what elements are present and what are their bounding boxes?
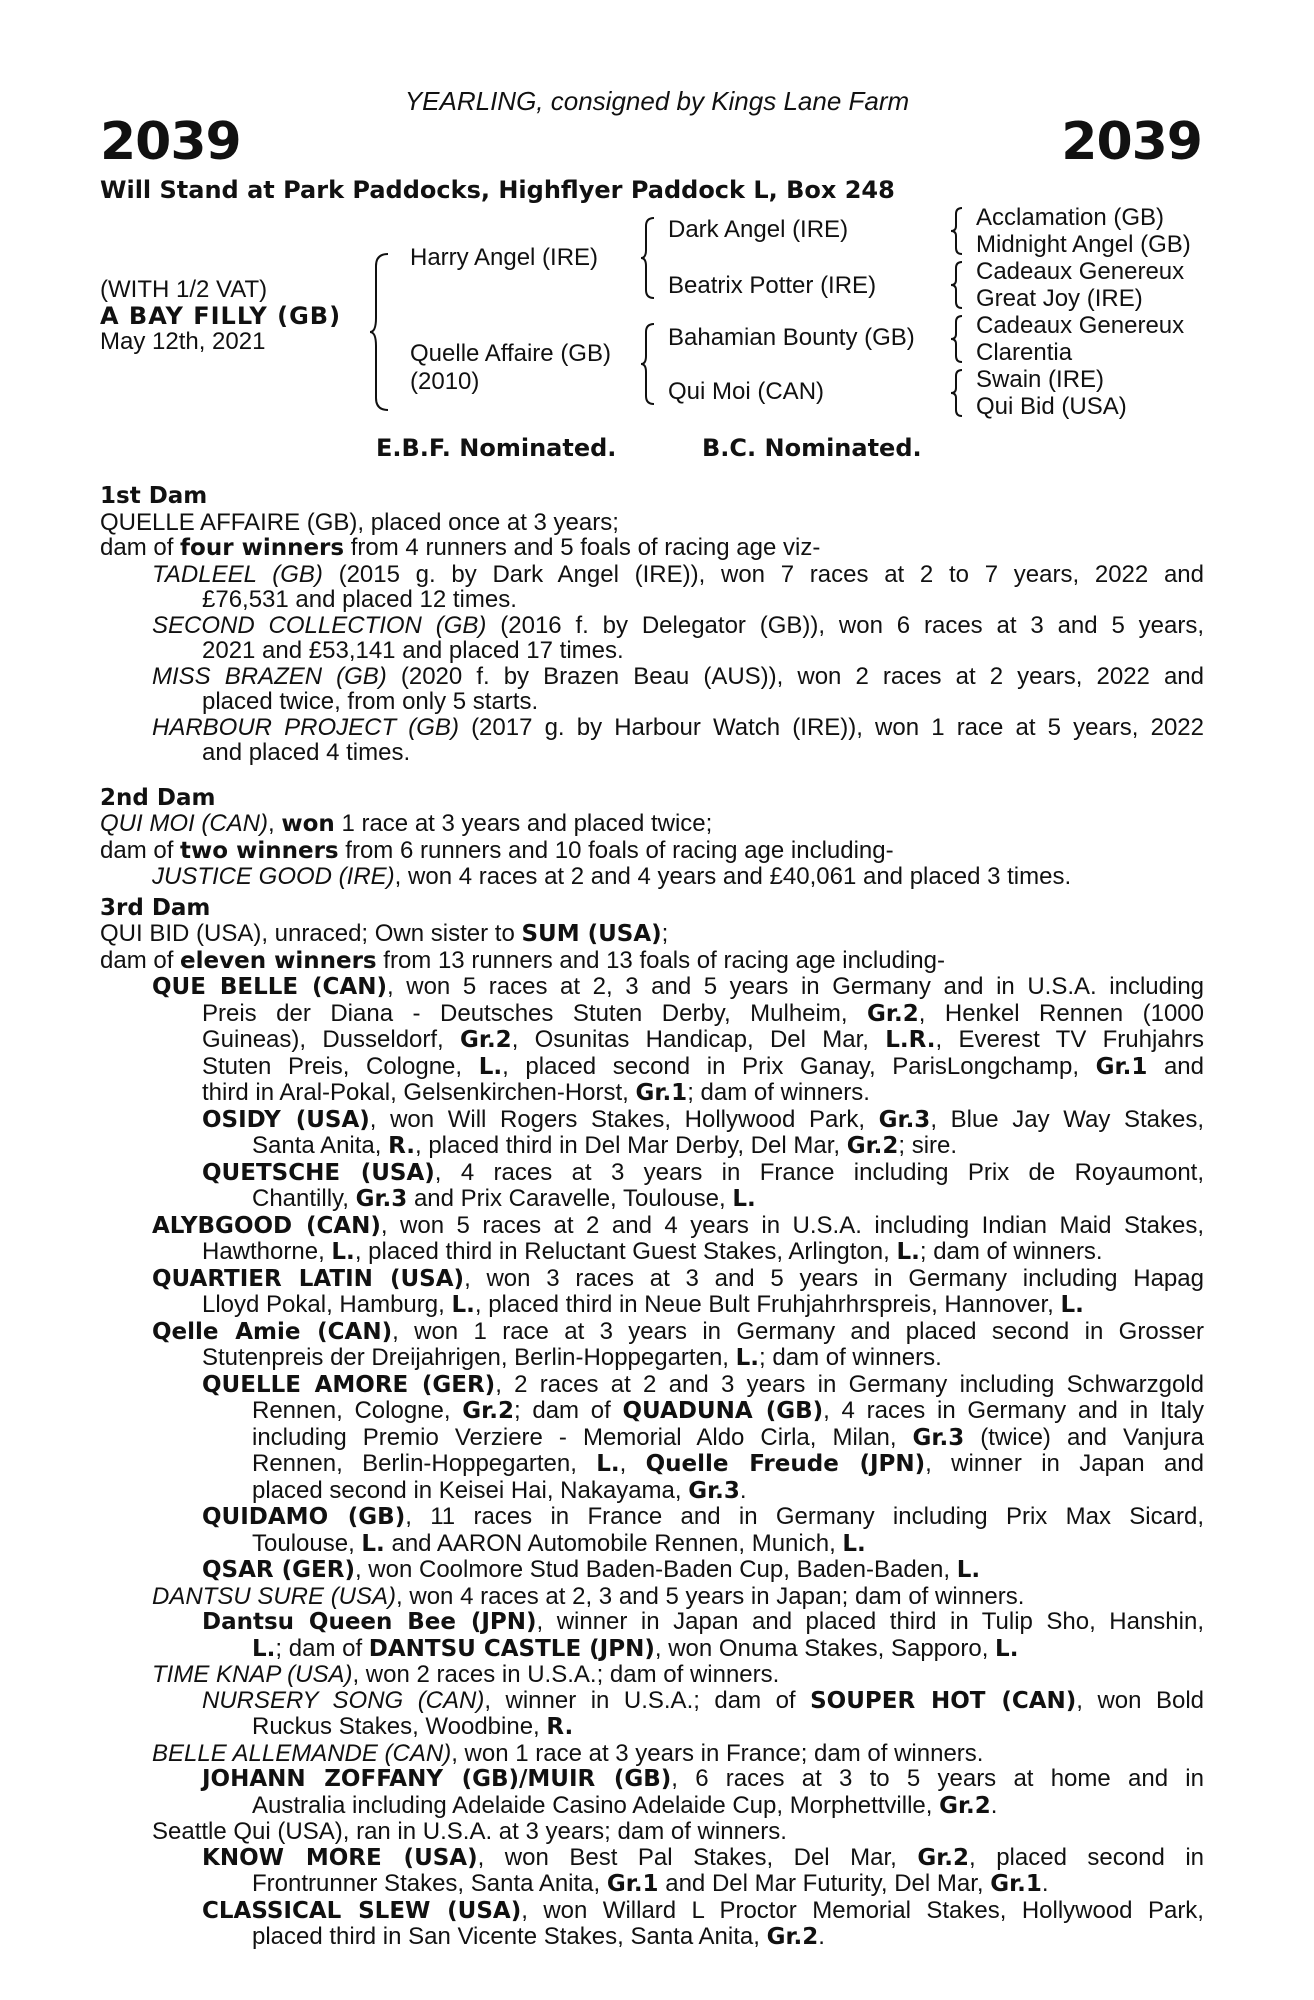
third-dam-heading: 3rd Dam — [100, 894, 211, 921]
third-dam-line: QUI BID (USA), unraced; Own sister to SUM (USA); — [100, 920, 669, 947]
gen4-acclamation: Acclamation (GB) — [976, 204, 1165, 231]
offspring-harbour-project: HARBOUR PROJECT (GB) (2017 g. by Harbour Watch (IRE)), won 1 race at 5 years, 2022 — [152, 713, 1204, 741]
entry-nursery-song-2: Ruckus Stakes, Woodbine, R. — [252, 1713, 574, 1740]
entry-qelle-amie: Qelle Amie (CAN), won 1 race at 3 years in Germany and placed second in Grosser — [152, 1317, 1205, 1345]
entry-classical-slew: CLASSICAL SLEW (USA), won Willard L Proctor Memorial Stakes, Hollywood Park, — [202, 1896, 1204, 1924]
consignor-subtitle: YEARLING, consigned by Kings Lane Farm — [404, 86, 910, 116]
offspring-tadleel-cont: £76,531 and placed 12 times. — [202, 586, 517, 613]
gen4-brace-2 — [950, 260, 964, 310]
entry-osidy: OSIDY (USA), won Will Rogers Stakes, Hollywood Park, Gr.3, Blue Jay Way Stakes, — [202, 1105, 1204, 1133]
dam-year: (2010) — [410, 368, 480, 395]
offspring-tadleel: TADLEEL (GB) (2015 g. by Dark Angel (IRE)), won 7 races at 2 to 7 years, 2022 and — [152, 560, 1204, 588]
dam-parents-brace — [640, 322, 656, 406]
horse-name: A BAY FILLY (GB) — [100, 302, 342, 330]
second-dam-heading: 2nd Dam — [100, 784, 216, 811]
entry-dantsu-sure: DANTSU SURE (USA), won 4 races at 2, 3 and 5 years in Japan; dam of winners. — [152, 1582, 1025, 1610]
date-of-birth: May 12th, 2021 — [100, 328, 266, 355]
bc-nominated: B.C. Nominated. — [702, 434, 922, 462]
offspring-miss-brazen-cont: placed twice, from only 5 starts. — [202, 688, 539, 715]
sire-parents-brace — [640, 216, 656, 300]
entry-time-knap: TIME KNAP (USA), won 2 races in U.S.A.; dam of winners. — [152, 1661, 780, 1688]
stand-location: Will Stand at Park Paddocks, Highflyer Paddock L, Box 248 — [100, 176, 895, 204]
first-dam-summary: dam of four winners from 4 runners and 5 foals of racing age viz- — [100, 534, 821, 561]
entry-belle-allemande: BELLE ALLEMANDE (CAN), won 1 race at 3 years in France; dam of winners. — [152, 1739, 984, 1767]
entry-que-belle: QUE BELLE (CAN), won 5 races at 2, 3 and 5 years in Germany and in U.S.A. including — [152, 973, 1205, 1000]
entry-qelle-amie-2: Stutenpreis der Dreijahrigen, Berlin-Hoppegarten, L.; dam of winners. — [202, 1344, 942, 1371]
gen4-qui-bid: Qui Bid (USA) — [976, 393, 1127, 420]
entry-alybgood-2: Hawthorne, L., placed third in Reluctant Guest Stakes, Arlington, L.; dam of winners. — [202, 1238, 1103, 1265]
entry-osidy-2: Santa Anita, R., placed third in Del Mar Derby, Del Mar, Gr.2; sire. — [252, 1132, 958, 1159]
second-dam-summary: dam of two winners from 6 runners and 10 foals of racing age including- — [100, 836, 894, 864]
ebf-nominated: E.B.F. Nominated. — [376, 434, 617, 462]
entry-know-more: KNOW MORE (USA), won Best Pal Stakes, Del Mar, Gr.2, placed second in — [202, 1843, 1205, 1871]
entry-nursery-song: NURSERY SONG (CAN), winner in U.S.A.; dam of SOUPER HOT (CAN), won Bold — [202, 1686, 1204, 1714]
offspring-miss-brazen: MISS BRAZEN (GB) (2020 f. by Brazen Beau (AUS)), won 2 races at 2 years, 2022 and — [152, 662, 1204, 690]
entry-quartier-latin: QUARTIER LATIN (USA), won 3 races at 3 and 5 years in Germany including Hapag — [152, 1264, 1204, 1292]
third-dam-summary: dam of eleven winners from 13 runners and 13 foals of racing age including- — [100, 946, 945, 974]
gen4-cadeaux-genereux-1: Cadeaux Genereux — [976, 258, 1185, 285]
sire-name: Harry Angel (IRE) — [410, 244, 599, 271]
first-dam-line: QUELLE AFFAIRE (GB), placed once at 3 years; — [100, 508, 619, 536]
entry-dantsu-queen-bee-2: L.; dam of DANTSU CASTLE (JPN), won Onuma Stakes, Sapporo, L. — [252, 1634, 1019, 1662]
gen4-cadeaux-genereux-2: Cadeaux Genereux — [976, 312, 1185, 339]
gen4-brace-4 — [950, 368, 964, 418]
entry-johann-zoffany-2: Australia including Adelaide Casino Adelaide Cup, Morphettville, Gr.2. — [252, 1791, 998, 1819]
entry-que-belle-4: Stuten Preis, Cologne, L., placed second in Prix Ganay, ParisLongchamp, Gr.1 and — [202, 1052, 1204, 1080]
sire-sire: Dark Angel (IRE) — [668, 216, 849, 243]
entry-dantsu-queen-bee: Dantsu Queen Bee (JPN), winner in Japan and placed third in Tulip Sho, Hanshin, — [202, 1608, 1204, 1635]
dam-sire: Bahamian Bounty (GB) — [668, 324, 915, 351]
entry-quetsche-2: Chantilly, Gr.3 and Prix Caravelle, Toulouse, L. — [252, 1185, 756, 1212]
produce-record — [100, 484, 1204, 1951]
entry-que-belle-3: Guineas), Dusseldorf, Gr.2, Osunitas Handicap, Del Mar, L.R., Everest TV Fruhjahrs — [202, 1026, 1204, 1053]
entry-que-belle-2: Preis der Diana - Deutsches Stuten Derby, Mulheim, Gr.2, Henkel Rennen (1000 — [202, 999, 1204, 1027]
dam-dam: Qui Moi (CAN) — [668, 378, 825, 405]
entry-quartier-latin-2: Lloyd Pokal, Hamburg, L., placed third in Neue Bult Fruhjahrhrspreis, Hannover, L. — [202, 1291, 1084, 1318]
entry-quelle-amore-5: placed second in Keisei Hai, Nakayama, Gr.3. — [252, 1476, 747, 1504]
offspring-second-collection-cont: 2021 and £53,141 and placed 17 times. — [202, 637, 624, 664]
entry-quidamo-2: Toulouse, L. and AARON Automobile Rennen, Munich, L. — [252, 1529, 866, 1557]
entry-quelle-amore-3: including Premio Verziere - Memorial Aldo Cirla, Milan, Gr.3 (twice) and Vanjura — [252, 1423, 1204, 1451]
gen4-swain: Swain (IRE) — [976, 366, 1105, 393]
gen4-midnight-angel: Midnight Angel (GB) — [976, 231, 1191, 258]
entry-qsar: QSAR (GER), won Coolmore Stud Baden-Baden Cup, Baden-Baden, L. — [202, 1556, 981, 1583]
second-dam-line: QUI MOI (CAN), won 1 race at 3 years and placed twice; — [100, 810, 713, 837]
offspring-second-collection: SECOND COLLECTION (GB) (2016 f. by Delegator (GB)), won 6 races at 3 and 5 years, — [152, 611, 1204, 639]
entry-quelle-amore-2: Rennen, Cologne, Gr.2; dam of QUADUNA (GB), 4 races in Germany and in Italy — [252, 1397, 1205, 1424]
entry-que-belle-5: third in Aral-Pokal, Gelsenkirchen-Horst, Gr.1; dam of winners. — [202, 1079, 870, 1106]
gen4-brace-1 — [950, 206, 964, 256]
vat-note: (WITH 1/2 VAT) — [100, 276, 268, 303]
entry-classical-slew-2: placed third in San Vicente Stakes, Santa Anita, Gr.2. — [252, 1923, 825, 1950]
dam-name: Quelle Affaire (GB) — [410, 340, 611, 367]
lot-number-left: 2039 — [100, 112, 241, 172]
gen4-great-joy: Great Joy (IRE) — [976, 285, 1143, 312]
first-dam-heading: 1st Dam — [100, 483, 208, 509]
entry-quelle-amore: QUELLE AMORE (GER), 2 races at 2 and 3 years in Germany including Schwarzgold — [202, 1370, 1204, 1398]
gen4-brace-3 — [950, 314, 964, 364]
entry-know-more-2: Frontrunner Stakes, Santa Anita, Gr.1 and Del Mar Futurity, Del Mar, Gr.1. — [252, 1870, 1049, 1897]
entry-quetsche: QUETSCHE (USA), 4 races at 3 years in France including Prix de Royaumont, — [202, 1158, 1204, 1186]
entry-quelle-amore-4: Rennen, Berlin-Hoppegarten, L., Quelle Freude (JPN), winner in Japan and — [252, 1450, 1204, 1477]
entry-quidamo: QUIDAMO (GB), 11 races in France and in Germany including Prix Max Sicard, — [202, 1503, 1204, 1530]
offspring-justice-good: JUSTICE GOOD (IRE), won 4 races at 2 and 4 years and £40,061 and placed 3 times. — [152, 863, 1072, 890]
sire-dam: Beatrix Potter (IRE) — [668, 272, 877, 299]
entry-alybgood: ALYBGOOD (CAN), won 5 races at 2 and 4 years in U.S.A. including Indian Maid Stakes, — [152, 1211, 1204, 1239]
offspring-harbour-project-cont: and placed 4 times. — [202, 739, 411, 766]
lot-number-right: 2039 — [1061, 112, 1202, 172]
gen4-clarentia: Clarentia — [976, 339, 1073, 366]
entry-seattle-qui: Seattle Qui (USA), ran in U.S.A. at 3 years; dam of winners. — [152, 1818, 787, 1845]
sire-dam-brace — [368, 252, 392, 412]
entry-johann-zoffany: JOHANN ZOFFANY (GB)/MUIR (GB), 6 races at 3 to 5 years at home and in — [202, 1765, 1204, 1792]
